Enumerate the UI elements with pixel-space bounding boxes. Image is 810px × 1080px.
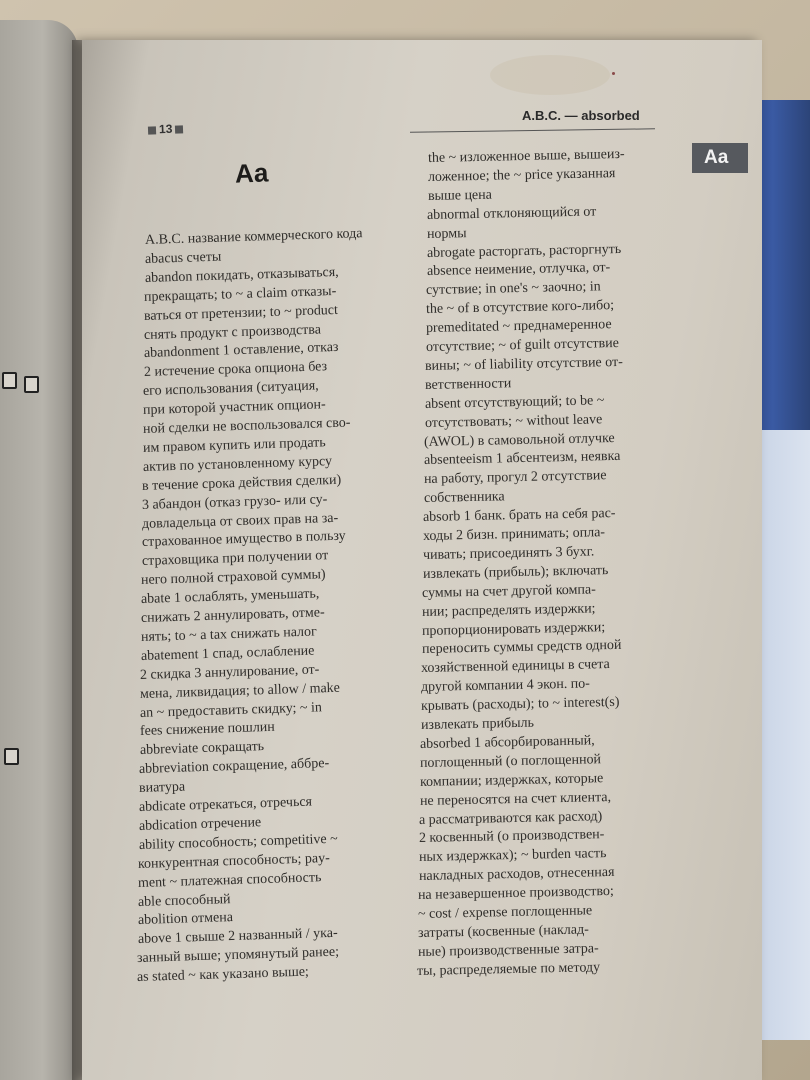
entry-line: absorb 1 банк. брать на себя рас- [423, 506, 616, 526]
entry-line: absent отсутствующий; to be ~ [424, 392, 605, 412]
entry-line: abatement 1 спад, ослабление [140, 643, 315, 664]
entry-line: суммы на счет другой компа- [422, 582, 597, 601]
entry-line: выше цена [427, 187, 492, 204]
entry-line: abbreviate сокращать [139, 739, 264, 759]
entry-line: мена, ликвидация; to allow / make [139, 680, 341, 702]
entry-line: нормы [426, 225, 467, 242]
entry-line: другой компании 4 экон. по- [420, 676, 591, 696]
entry-line: absorbed 1 абсорбированный, [420, 733, 596, 752]
entry-line: снижать 2 аннулировать, отме- [140, 605, 325, 626]
entry-line: ходы 2 бизн. принимать; опла- [422, 525, 606, 544]
entry-line: above 1 свыше 2 названный / ука- [137, 926, 338, 948]
entry-line: 2 скидка 3 аннулирование, от- [140, 662, 320, 683]
page-edge-mark [24, 376, 39, 393]
entry-line: abrogate расторгать, расторгнуть [426, 241, 622, 261]
entry-line: не переносятся на счет клиента, [419, 789, 611, 809]
section-letter: Aa [234, 157, 269, 189]
entry-line: отсутствовать; ~ without leave [424, 411, 602, 431]
entry-line: затраты (косвенные (наклад- [417, 922, 589, 941]
entry-line: ваться от претензии; to ~ product [143, 302, 339, 324]
entry-line: вины; ~ of liability отсутствие от- [425, 354, 624, 374]
entry-line: довладельца от своих прав на за- [141, 510, 339, 532]
entry-line: abolition отмена [137, 910, 233, 929]
entry-line: ветственности [424, 375, 512, 393]
entry-line: отсутствие; ~ of guilt отсутствие [425, 335, 619, 355]
entry-line: конкурентная способность; pay- [138, 850, 331, 872]
entry-line: страхованное имущество в пользу [141, 528, 346, 551]
entry-line: извлекать (прибыль); включать [422, 562, 609, 582]
entry-line: abate 1 ослаблять, уменьшать, [140, 586, 320, 608]
entry-line: актив по установленному курсу [142, 453, 332, 475]
entry-line: fees снижение пошлин [139, 720, 275, 740]
entry-line: an ~ предоставить скидку; ~ in [139, 699, 323, 721]
entry-line: absence неимение, отлучка, от- [426, 260, 610, 280]
entry-line: 2 косвенный (о производствен- [418, 827, 605, 847]
entry-line: прекращать; to ~ a claim отказы- [144, 283, 337, 305]
entry-line: ты, распределяемые по методу [417, 959, 601, 979]
entry-line: ной сделки не воспользовался сво- [142, 415, 351, 437]
paper-speck [612, 72, 615, 75]
entry-line: ложенное; the ~ price указанная [427, 165, 616, 185]
entry-line: чивать; присоединять 3 бухг. [422, 544, 595, 563]
entry-line: страховщика при получении от [141, 548, 329, 570]
entry-line: нии; распределять издержки; [421, 600, 596, 620]
entry-line: крывать (расходы); to ~ interest(s) [420, 694, 620, 715]
entry-line: abnormal отклоняющийся от [427, 204, 597, 223]
entry-line: хозяйственной единицы в счета [421, 657, 611, 677]
entry-line: the ~ of в отсутствие кого-либо; [425, 298, 615, 318]
entry-line: A.B.C. название коммерческого кода [144, 226, 363, 248]
entry-line: на работу, прогул 2 отсутствие [423, 468, 607, 488]
entry-line: 2 истечение срока опциона без [143, 359, 327, 381]
entry-line: ability способность; competitive ~ [138, 831, 338, 853]
entry-line: abdicate отрекаться, отречься [138, 794, 313, 815]
running-head: A.B.C. — absorbed [522, 108, 640, 123]
entry-line: поглощенный (о поглощенной [419, 752, 602, 771]
entry-line: (AWOL) в самовольной отлучке [424, 430, 616, 450]
entry-line: переносить суммы средств одной [421, 638, 622, 658]
entry-line: сутствие; in one's ~ заочно; in [426, 279, 602, 299]
entry-line: нять; to ~ a tax снижать налог [140, 624, 317, 645]
entry-line: ные) производственные затра- [417, 941, 599, 960]
page-edge-mark [4, 748, 19, 765]
entry-line: able способный [137, 891, 231, 910]
entry-line: ~ cost / expense поглощенные [417, 903, 593, 922]
entry-line: 3 абандон (отказ грузо- или су- [141, 491, 328, 513]
entry-line: absenteeism 1 абсентеизм, неявка [423, 449, 621, 469]
entry-line: а рассматриваются как расход) [419, 808, 603, 828]
previous-page [0, 20, 78, 1080]
entry-line: им правом купить или продать [142, 435, 326, 456]
entry-line: abacus счеты [144, 249, 222, 267]
paper-stain [490, 55, 610, 95]
entry-line: снять продукт с производства [143, 321, 322, 343]
page-edge-mark [2, 372, 17, 389]
entry-line: компании; издержках, которые [419, 770, 604, 790]
entry-line: на незавершенное производство; [418, 883, 615, 904]
entry-line: собственника [423, 489, 505, 507]
thumb-index-tab: Aa [692, 143, 748, 173]
entry-line: накладных расходов, отнесенная [418, 865, 615, 885]
entry-line: него полной страховой суммы) [141, 567, 327, 589]
entry-line: извлекать прибыль [420, 715, 534, 733]
entry-line: ment ~ платежная способность [137, 869, 322, 891]
entry-line: as stated ~ как указано выше; [136, 964, 310, 986]
entry-line: его использования (ситуация, [143, 378, 320, 400]
entry-line: пропорционировать издержки; [421, 619, 606, 639]
entry-line: занный выше; упомянутый ранее; [137, 944, 340, 967]
entry-line: premeditated ~ преднамеренное [425, 317, 612, 337]
entry-line: abandonment 1 оставление, отказ [143, 340, 339, 362]
entry-line: the ~ изложенное выше, вышеиз- [427, 146, 625, 166]
page-number: 13 [145, 121, 187, 136]
entry-line: abbreviation сокращение, аббре- [139, 756, 330, 778]
entry-line: ных издержках); ~ burden часть [418, 846, 607, 866]
entry-line: в течение срока действия сделки) [142, 472, 342, 494]
entry-line: abdication отречение [138, 815, 262, 834]
entry-line: abandon покидать, отказываться, [144, 264, 339, 286]
entry-line: при которой участник опцион- [142, 397, 327, 419]
book-cover-light [756, 430, 810, 1040]
entry-line: виатура [138, 779, 186, 797]
